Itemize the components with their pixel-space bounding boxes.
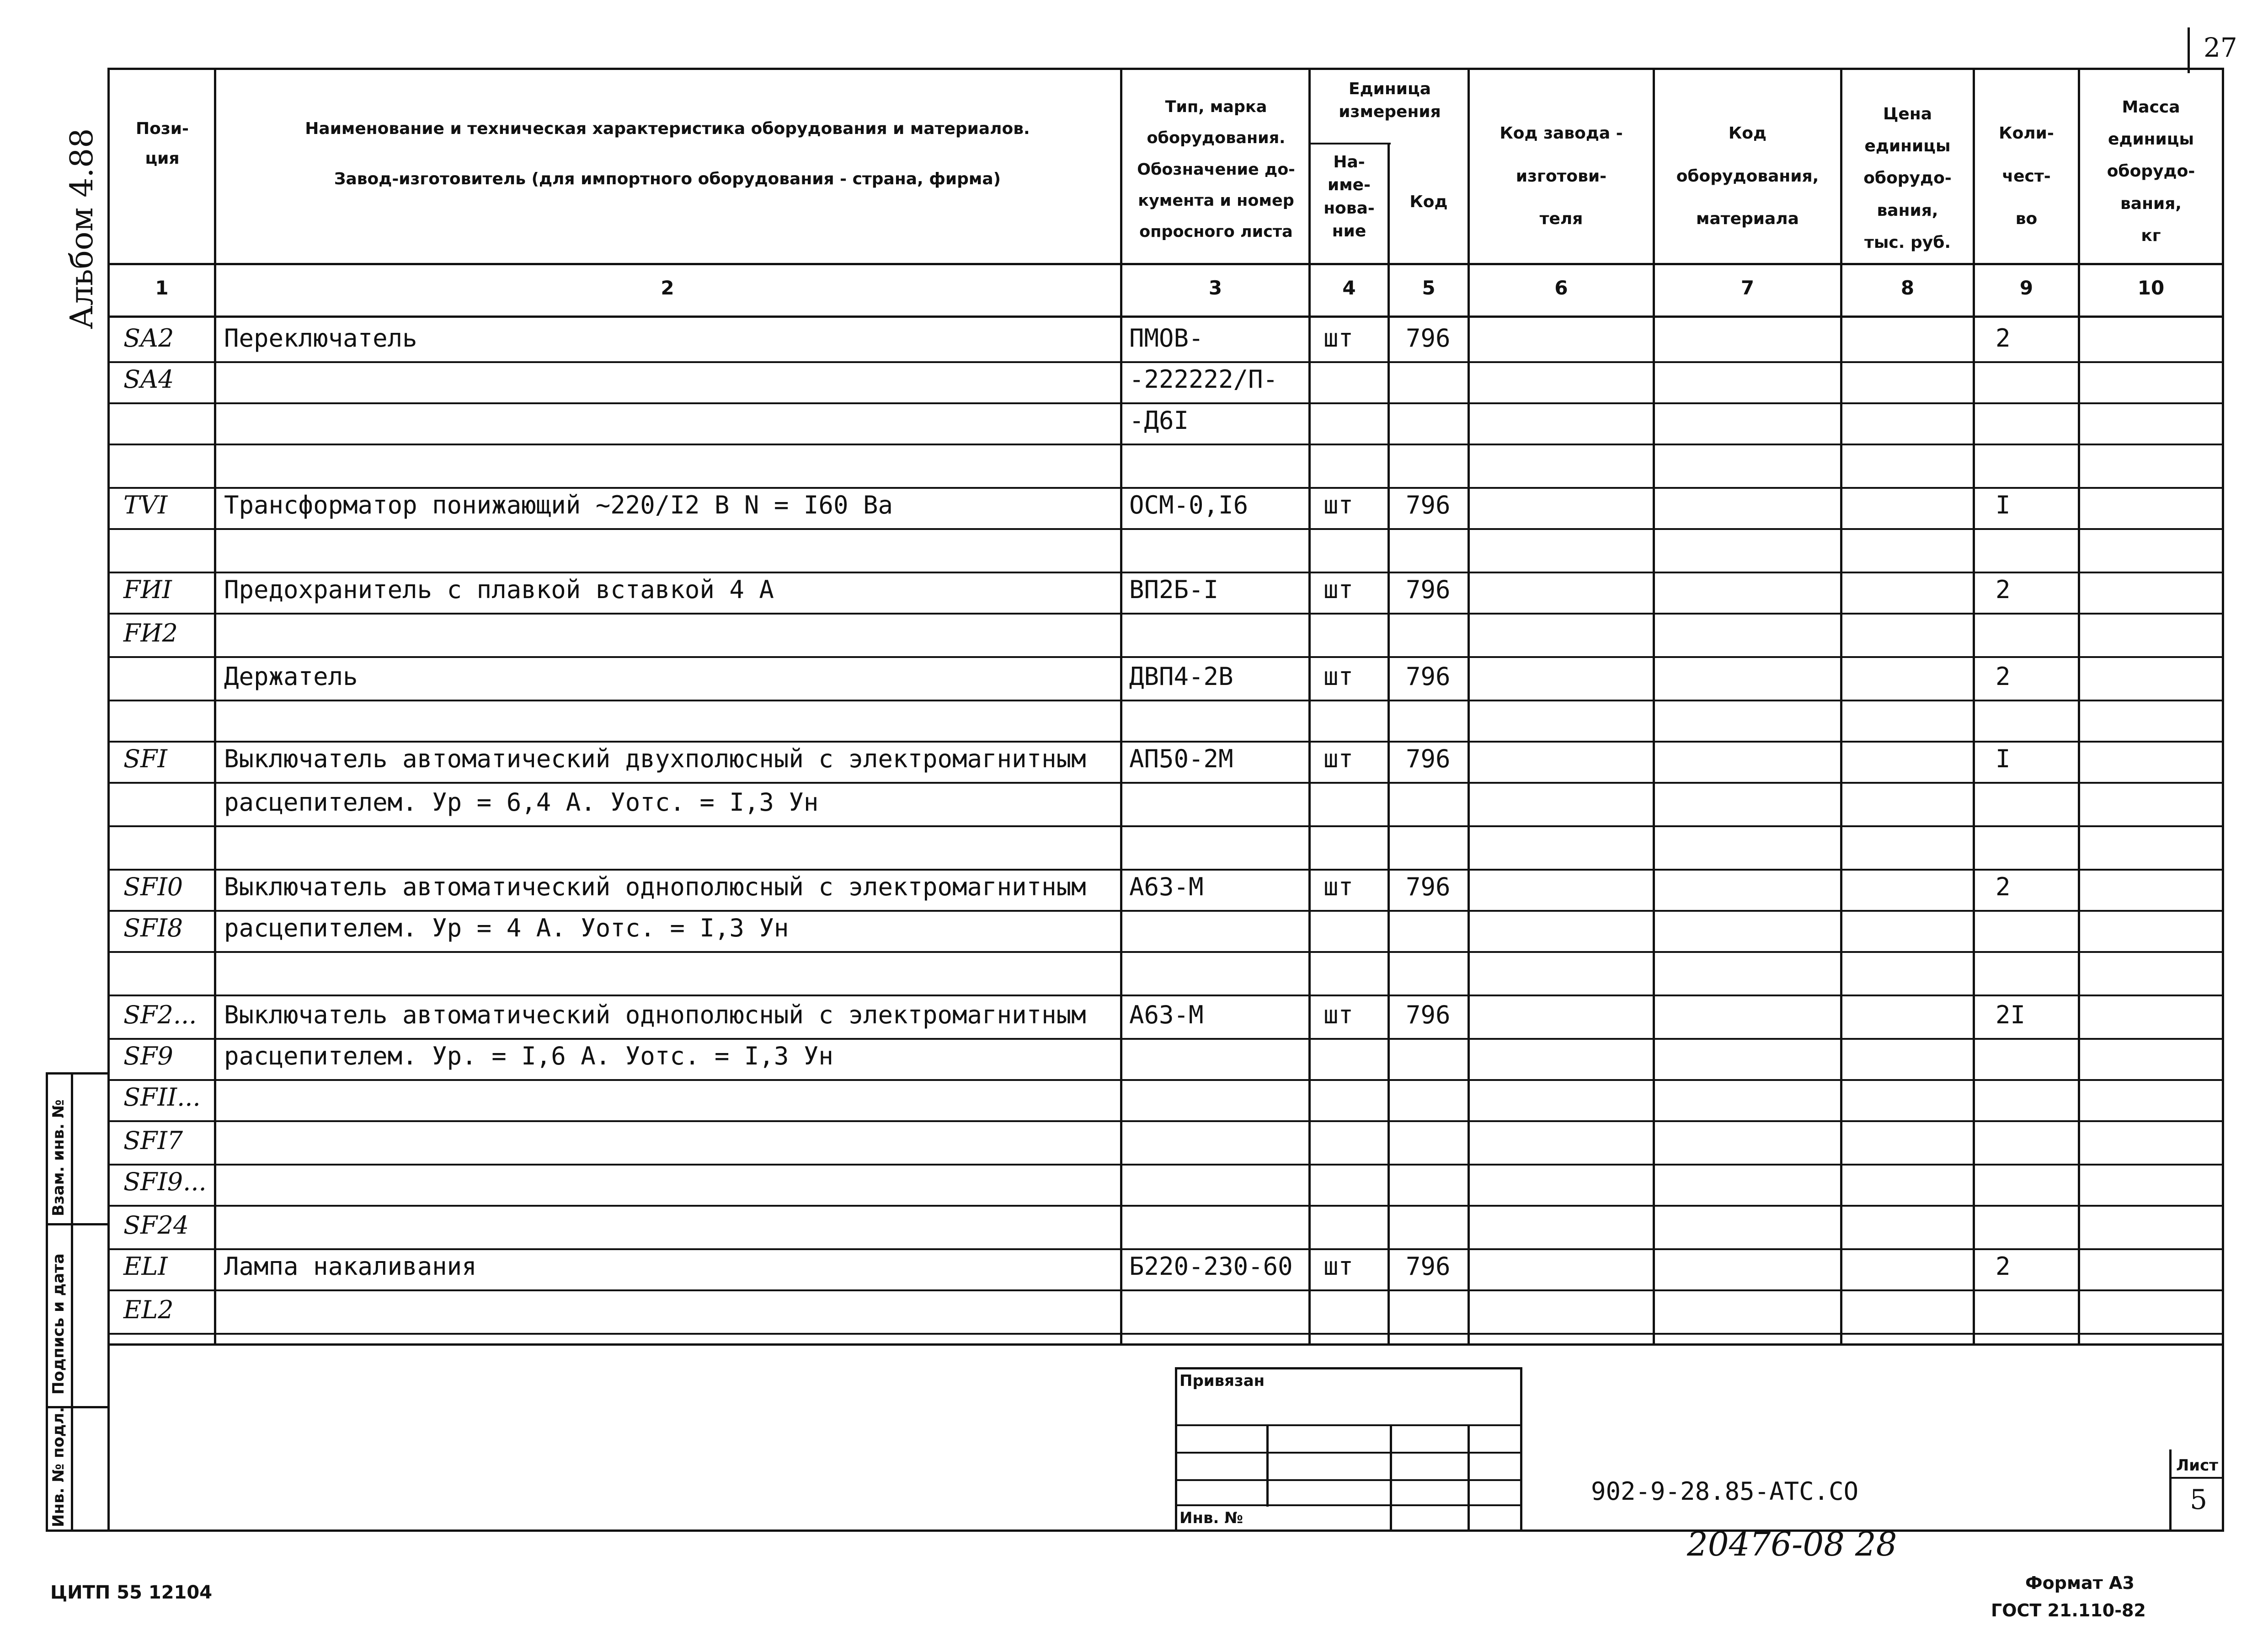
row-position: SFI9...: [123, 1167, 207, 1196]
row-separator: [107, 1248, 2224, 1250]
row-type: Б220-230-60: [1129, 1252, 1293, 1281]
row-position: SA4: [123, 365, 174, 394]
col-sep-3: [1308, 68, 1311, 1344]
row-separator: [107, 487, 2224, 489]
row-unit: шт: [1323, 872, 1354, 901]
stamp-c3: [1468, 1424, 1470, 1531]
row-quantity: 2: [1996, 324, 2011, 353]
stamp-c2: [1390, 1424, 1392, 1531]
sheet-number: 5: [2190, 1484, 2208, 1516]
stamp-c1: [1266, 1424, 1269, 1507]
row-position: SFI0: [123, 872, 183, 901]
stamp-privyazan: Привязан: [1179, 1372, 1265, 1390]
row-unit: шт: [1323, 662, 1354, 691]
colnum-3: 3: [1208, 277, 1222, 299]
header-unit-code: Код: [1409, 193, 1448, 211]
row-unit: шт: [1323, 575, 1354, 604]
frame-right: [2222, 68, 2224, 1531]
row-unit-code: 796: [1406, 575, 1451, 604]
frame-top: [107, 68, 2224, 70]
row-name: Лампа накаливания: [224, 1252, 477, 1281]
row-separator: [107, 402, 2224, 404]
side-stamp-left: [46, 1072, 48, 1531]
colnum-6: 6: [1554, 277, 1568, 299]
colnum-4: 4: [1342, 277, 1356, 299]
row-quantity: I: [1996, 491, 2011, 519]
handwritten-number: 20476-08 28: [1687, 1525, 1897, 1563]
row-name: расцепителем. Ур. = I,6 А. Уотс. = I,3 Ун: [224, 1042, 833, 1070]
row-position: ELI: [123, 1252, 168, 1281]
header-type: Тип, марка оборудования. Обозначение до- кумента и номер опросного листа: [1137, 98, 1295, 241]
header-unit-name: На- име- нова- ние: [1323, 153, 1375, 241]
row-name: Держатель: [224, 662, 358, 691]
col-sep-2: [1120, 68, 1122, 1344]
row-unit: шт: [1323, 324, 1354, 353]
row-quantity: I: [1996, 744, 2011, 773]
row-name: Переключатель: [224, 324, 417, 353]
row-separator: [107, 1289, 2224, 1291]
row-type: ПМОВ-: [1129, 324, 1204, 353]
row-type: А63-М: [1129, 872, 1204, 901]
row-position: SF24: [123, 1211, 189, 1240]
row-separator: [107, 869, 2224, 871]
side-stamp-top: [46, 1072, 107, 1075]
row-separator: [107, 995, 2224, 996]
sheet-box-split: [2169, 1477, 2224, 1479]
header-name-line1: Наименование и техническая характеристика оборудования и материалов.: [305, 119, 1030, 138]
row-name: Трансформатор понижающий ~220/I2 В N = I60 Ва: [224, 491, 893, 519]
header-bottom: [107, 263, 2224, 265]
colnum-9: 9: [2019, 277, 2033, 299]
row-position: SFI7: [123, 1126, 183, 1155]
row-separator: [107, 1333, 2224, 1335]
row-separator: [107, 1079, 2224, 1081]
row-name: Выключатель автоматический однополюсный с электромагнитным: [224, 1000, 1086, 1029]
row-position: SFI8: [123, 914, 183, 942]
row-type: -222222/П-: [1129, 365, 1278, 394]
row-position: FИ2: [123, 619, 178, 647]
col-sep-4: [1387, 143, 1390, 1344]
row-separator: [107, 528, 2224, 530]
header-quantity: Коли- чест- во: [1999, 124, 2054, 229]
row-separator: [107, 656, 2224, 658]
row-name: расцепителем. Ур = 4 А. Уотс. = I,3 Ун: [224, 914, 789, 942]
colnum-2: 2: [661, 277, 674, 299]
colnum-10: 10: [2137, 277, 2165, 299]
row-unit-code: 796: [1406, 324, 1451, 353]
row-position: TVI: [123, 491, 168, 519]
row-separator: [107, 1164, 2224, 1166]
row-separator: [107, 361, 2224, 363]
row-name: Выключатель автоматический двухполюсный с электромагнитным: [224, 744, 1086, 773]
stamp-top: [1175, 1367, 1520, 1369]
row-separator: [107, 825, 2224, 827]
row-quantity: 2I: [1996, 1000, 2026, 1029]
row-position: SFII...: [123, 1083, 201, 1112]
row-unit: шт: [1323, 491, 1354, 519]
row-separator: [107, 1038, 2224, 1040]
gost-label: ГОСТ 21.110-82: [1991, 1600, 2146, 1620]
row-type: АП50-2М: [1129, 744, 1233, 773]
row-position: SA2: [123, 324, 174, 353]
header-factory-code: Код завода - изготови- теля: [1500, 124, 1623, 229]
stamp-left: [1175, 1367, 1177, 1531]
row-position: SF2...: [123, 1000, 197, 1029]
row-unit-code: 796: [1406, 872, 1451, 901]
row-position: SF9: [123, 1042, 173, 1070]
row-separator: [107, 613, 2224, 615]
sheet-box-left: [2169, 1449, 2172, 1531]
row-unit-code: 796: [1406, 491, 1451, 519]
row-quantity: 2: [1996, 872, 2011, 901]
row-quantity: 2: [1996, 575, 2011, 604]
table-bottom: [107, 1343, 2224, 1346]
stamp-inv-no: Инв. №: [1179, 1509, 1243, 1527]
document-designation: 902-9-28.85-АТС.СО: [1591, 1477, 1859, 1506]
colnum-bottom: [107, 316, 2224, 318]
row-position: EL2: [123, 1295, 174, 1324]
row-separator: [107, 951, 2224, 953]
row-unit-code: 796: [1406, 1252, 1451, 1281]
colnum-7: 7: [1740, 277, 1755, 299]
row-unit: шт: [1323, 744, 1354, 773]
row-type: ДВП4-2В: [1129, 662, 1233, 691]
col-sep-9: [2078, 68, 2080, 1344]
row-name: Выключатель автоматический однополюсный с электромагнитным: [224, 872, 1086, 901]
side-stamp-mid: [71, 1072, 73, 1531]
row-unit: шт: [1323, 1252, 1354, 1281]
header-unit-price: Цена единицы оборудо- вания, тыс. руб.: [1863, 105, 1952, 252]
row-type: А63-М: [1129, 1000, 1204, 1029]
row-unit-code: 796: [1406, 744, 1451, 773]
row-type: -Д6I: [1129, 406, 1189, 435]
row-separator: [107, 782, 2224, 784]
row-separator: [107, 741, 2224, 743]
colnum-5: 5: [1422, 277, 1436, 299]
frame-bottom: [46, 1529, 2224, 1532]
colnum-8: 8: [1900, 277, 1915, 299]
row-unit-code: 796: [1406, 1000, 1451, 1029]
row-separator: [107, 444, 2224, 445]
side-label-inv-podl: Инв. № подл.: [49, 1406, 68, 1527]
side-label-podpis: Подпись и дата: [49, 1253, 68, 1395]
row-position: SFI: [123, 744, 167, 773]
print-code: ЦИТП 55 12104: [50, 1582, 213, 1603]
row-separator: [107, 700, 2224, 701]
row-position: FИI: [123, 575, 172, 604]
row-unit: шт: [1323, 1000, 1354, 1029]
stamp-right: [1520, 1367, 1522, 1531]
header-unit-group: Единица измерения: [1339, 80, 1441, 122]
header-position: Пози- ция: [136, 119, 189, 168]
format-label: Формат А3: [2025, 1573, 2135, 1593]
row-separator: [107, 910, 2224, 912]
col-sep-5: [1468, 68, 1470, 1344]
row-separator: [107, 1205, 2224, 1207]
col-sep-6: [1653, 68, 1655, 1344]
colnum-1: 1: [155, 277, 169, 299]
album-label: Альбом 4.88: [64, 128, 100, 329]
col-sep-7: [1840, 68, 1842, 1344]
row-type: ВП2Б-I: [1129, 575, 1219, 604]
header-equipment-code: Код оборудования, материала: [1676, 124, 1819, 229]
header-name-line2: Завод-изготовитель (для импортного оборудования - страна, фирма): [334, 170, 1001, 188]
row-name: Предохранитель с плавкой вставкой 4 А: [224, 575, 774, 604]
row-quantity: 2: [1996, 1252, 2011, 1281]
row-separator: [107, 572, 2224, 573]
row-type: ОСМ-0,I6: [1129, 491, 1249, 519]
sheet-label: Лист: [2176, 1456, 2218, 1475]
col-sep-1: [214, 68, 216, 1344]
col-sep-8: [1973, 68, 1975, 1344]
page-number: 27: [2204, 32, 2237, 63]
unit-split: [1308, 143, 1391, 144]
row-quantity: 2: [1996, 662, 2011, 691]
side-label-vzam: Взам. инв. №: [49, 1099, 68, 1216]
header-unit-mass: Масса единицы оборудо- вания, кг: [2107, 98, 2195, 245]
row-name: расцепителем. Ур = 6,4 А. Уотс. = I,3 Ун: [224, 788, 819, 817]
row-unit-code: 796: [1406, 662, 1451, 691]
side-stamp-sep1: [46, 1223, 107, 1225]
row-separator: [107, 1120, 2224, 1122]
